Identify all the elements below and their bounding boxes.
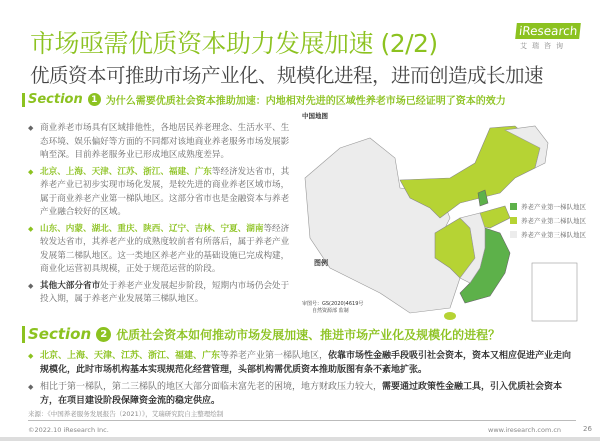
- section-bar: [22, 93, 25, 107]
- bullet-text: 相比于第一梯队，第二三梯队的地区大部分面临未富先老的困境，地方财政压力较大，: [40, 382, 383, 392]
- legend-label: 养老产业第二梯队地区: [521, 217, 586, 225]
- map-supervisor: 自然资源部 监制: [312, 308, 349, 314]
- bullet-text: 商业养老市场具有区域排他性，各地居民养老理念、生活水平、生态环境、娱乐偏好等方面的不同都对该地商业养老服务市场发展影响至深。目前养老服务业已形成地区成熟度差异。: [40, 123, 290, 160]
- section-1-header: [22, 92, 506, 107]
- south-sea-inset: [532, 263, 577, 321]
- section-number: 1: [88, 93, 101, 106]
- map-legend: [510, 202, 586, 244]
- bullet-item: [28, 280, 294, 307]
- legend-item-tier1: [510, 202, 586, 211]
- page-number: 26: [583, 425, 592, 433]
- section-2-header: [22, 325, 500, 343]
- logo-cn: 艾瑞咨询: [520, 42, 568, 50]
- inner-legend-title: 图例: [314, 259, 328, 267]
- section-label: Section: [28, 325, 92, 343]
- legend-item-tier3: [510, 230, 586, 239]
- bullet-highlight: 北京、上海、天津、江苏、浙江、福建、广东: [40, 166, 212, 177]
- logo-brand: iResearch: [515, 23, 581, 39]
- map-title: 中国地图: [302, 112, 328, 120]
- page-title: 市场亟需优质资本助力发展加速 (2/2): [30, 29, 438, 58]
- section-number: 2: [96, 327, 111, 342]
- bullet-bold: 依靠市场性金融手段吸引社会资本，资本又相应促进产业走向规模化，此时市场机构基本实现规范化经营管理，头部机构需优质资本推助版图有条不紊地扩张。: [40, 351, 572, 375]
- section-1-bullets: [28, 122, 294, 310]
- website-link[interactable]: www.iresearch.com.cn: [488, 426, 562, 434]
- bullet-item: [28, 349, 576, 377]
- bullet-text: 等经济发达省市，其养老产业已初步实现市场化发展，是较先进的商业养老区域市场，属于商业养老产业第一梯队地区。这部分省市也是金融资本与养老产业融合较好的区域。: [40, 166, 290, 217]
- bullet-item: [28, 223, 294, 277]
- bullet-text: 等养老产业第一梯队地区，: [220, 351, 329, 361]
- bullet-bold: 需要通过政策性金融工具，引入优质社会资本方，在项目建设阶段保障资金流的稳定供应。: [40, 382, 563, 406]
- map-review-number: 审图号：GS(2020)4619号: [302, 301, 364, 307]
- map-inner-legend: [302, 258, 363, 314]
- bullet-highlight: 山东、内蒙、湖北、重庆、陕西、辽宁、吉林、宁夏、湖南: [40, 223, 264, 234]
- legend-item-tier2: [510, 216, 586, 225]
- legend-swatch: [510, 203, 517, 210]
- bullet-item: [28, 166, 294, 220]
- region-tier2-shandong: [480, 206, 510, 228]
- slide-bottom-edge: [0, 437, 600, 441]
- iresearch-logo: [516, 20, 579, 51]
- section-heading: 为什么需要优质社会资本推助加速：内地相对先进的区域性养老市场已经证明了资本的效力: [105, 96, 506, 107]
- legend-swatch: [510, 217, 517, 224]
- legend-label: 养老产业第三梯队地区: [521, 231, 586, 239]
- legend-label: 养老产业第一梯队地区: [521, 203, 586, 211]
- bullet-highlight: 北京、上海、天津、江苏、浙江、福建、广东: [40, 351, 221, 361]
- section-bar: [22, 326, 25, 343]
- page-subtitle: 优质资本可推助市场产业化、规模化进程，进而创造成长加速: [30, 64, 544, 87]
- bullet-text: 等经济较发达省市，其养老产业的成熟度较前者有所落后，属于养老产业发展第二梯队地区。这一类地区养老产业的基础设施已完成构建，商业化运营初具规模，正处于规范运营的阶段。: [40, 223, 290, 274]
- section-label: Section: [28, 92, 83, 107]
- region-hainan: [444, 312, 456, 320]
- bullet-item: [28, 380, 576, 408]
- bullet-text: 处于养老产业发展起步阶段，短期内市场仍会处于投入期，属于养老产业发展第三梯队地区。: [40, 280, 290, 304]
- source-note: 来源：《中国养老服务发展报告（2021）》，艾瑞研究院自主整理绘制: [28, 410, 224, 418]
- legend-swatch: [510, 231, 517, 238]
- section-heading: 优质社会资本如何推动市场发展加速、推进市场产业化及规模化的进程？: [116, 327, 501, 342]
- bullet-bold: 其他大部分省市: [40, 280, 101, 291]
- bullet-item: [28, 122, 294, 163]
- footer-divider: [28, 420, 576, 421]
- section-2-bullets: [28, 349, 576, 411]
- copyright: ©2022.10 iResearch Inc.: [28, 426, 109, 434]
